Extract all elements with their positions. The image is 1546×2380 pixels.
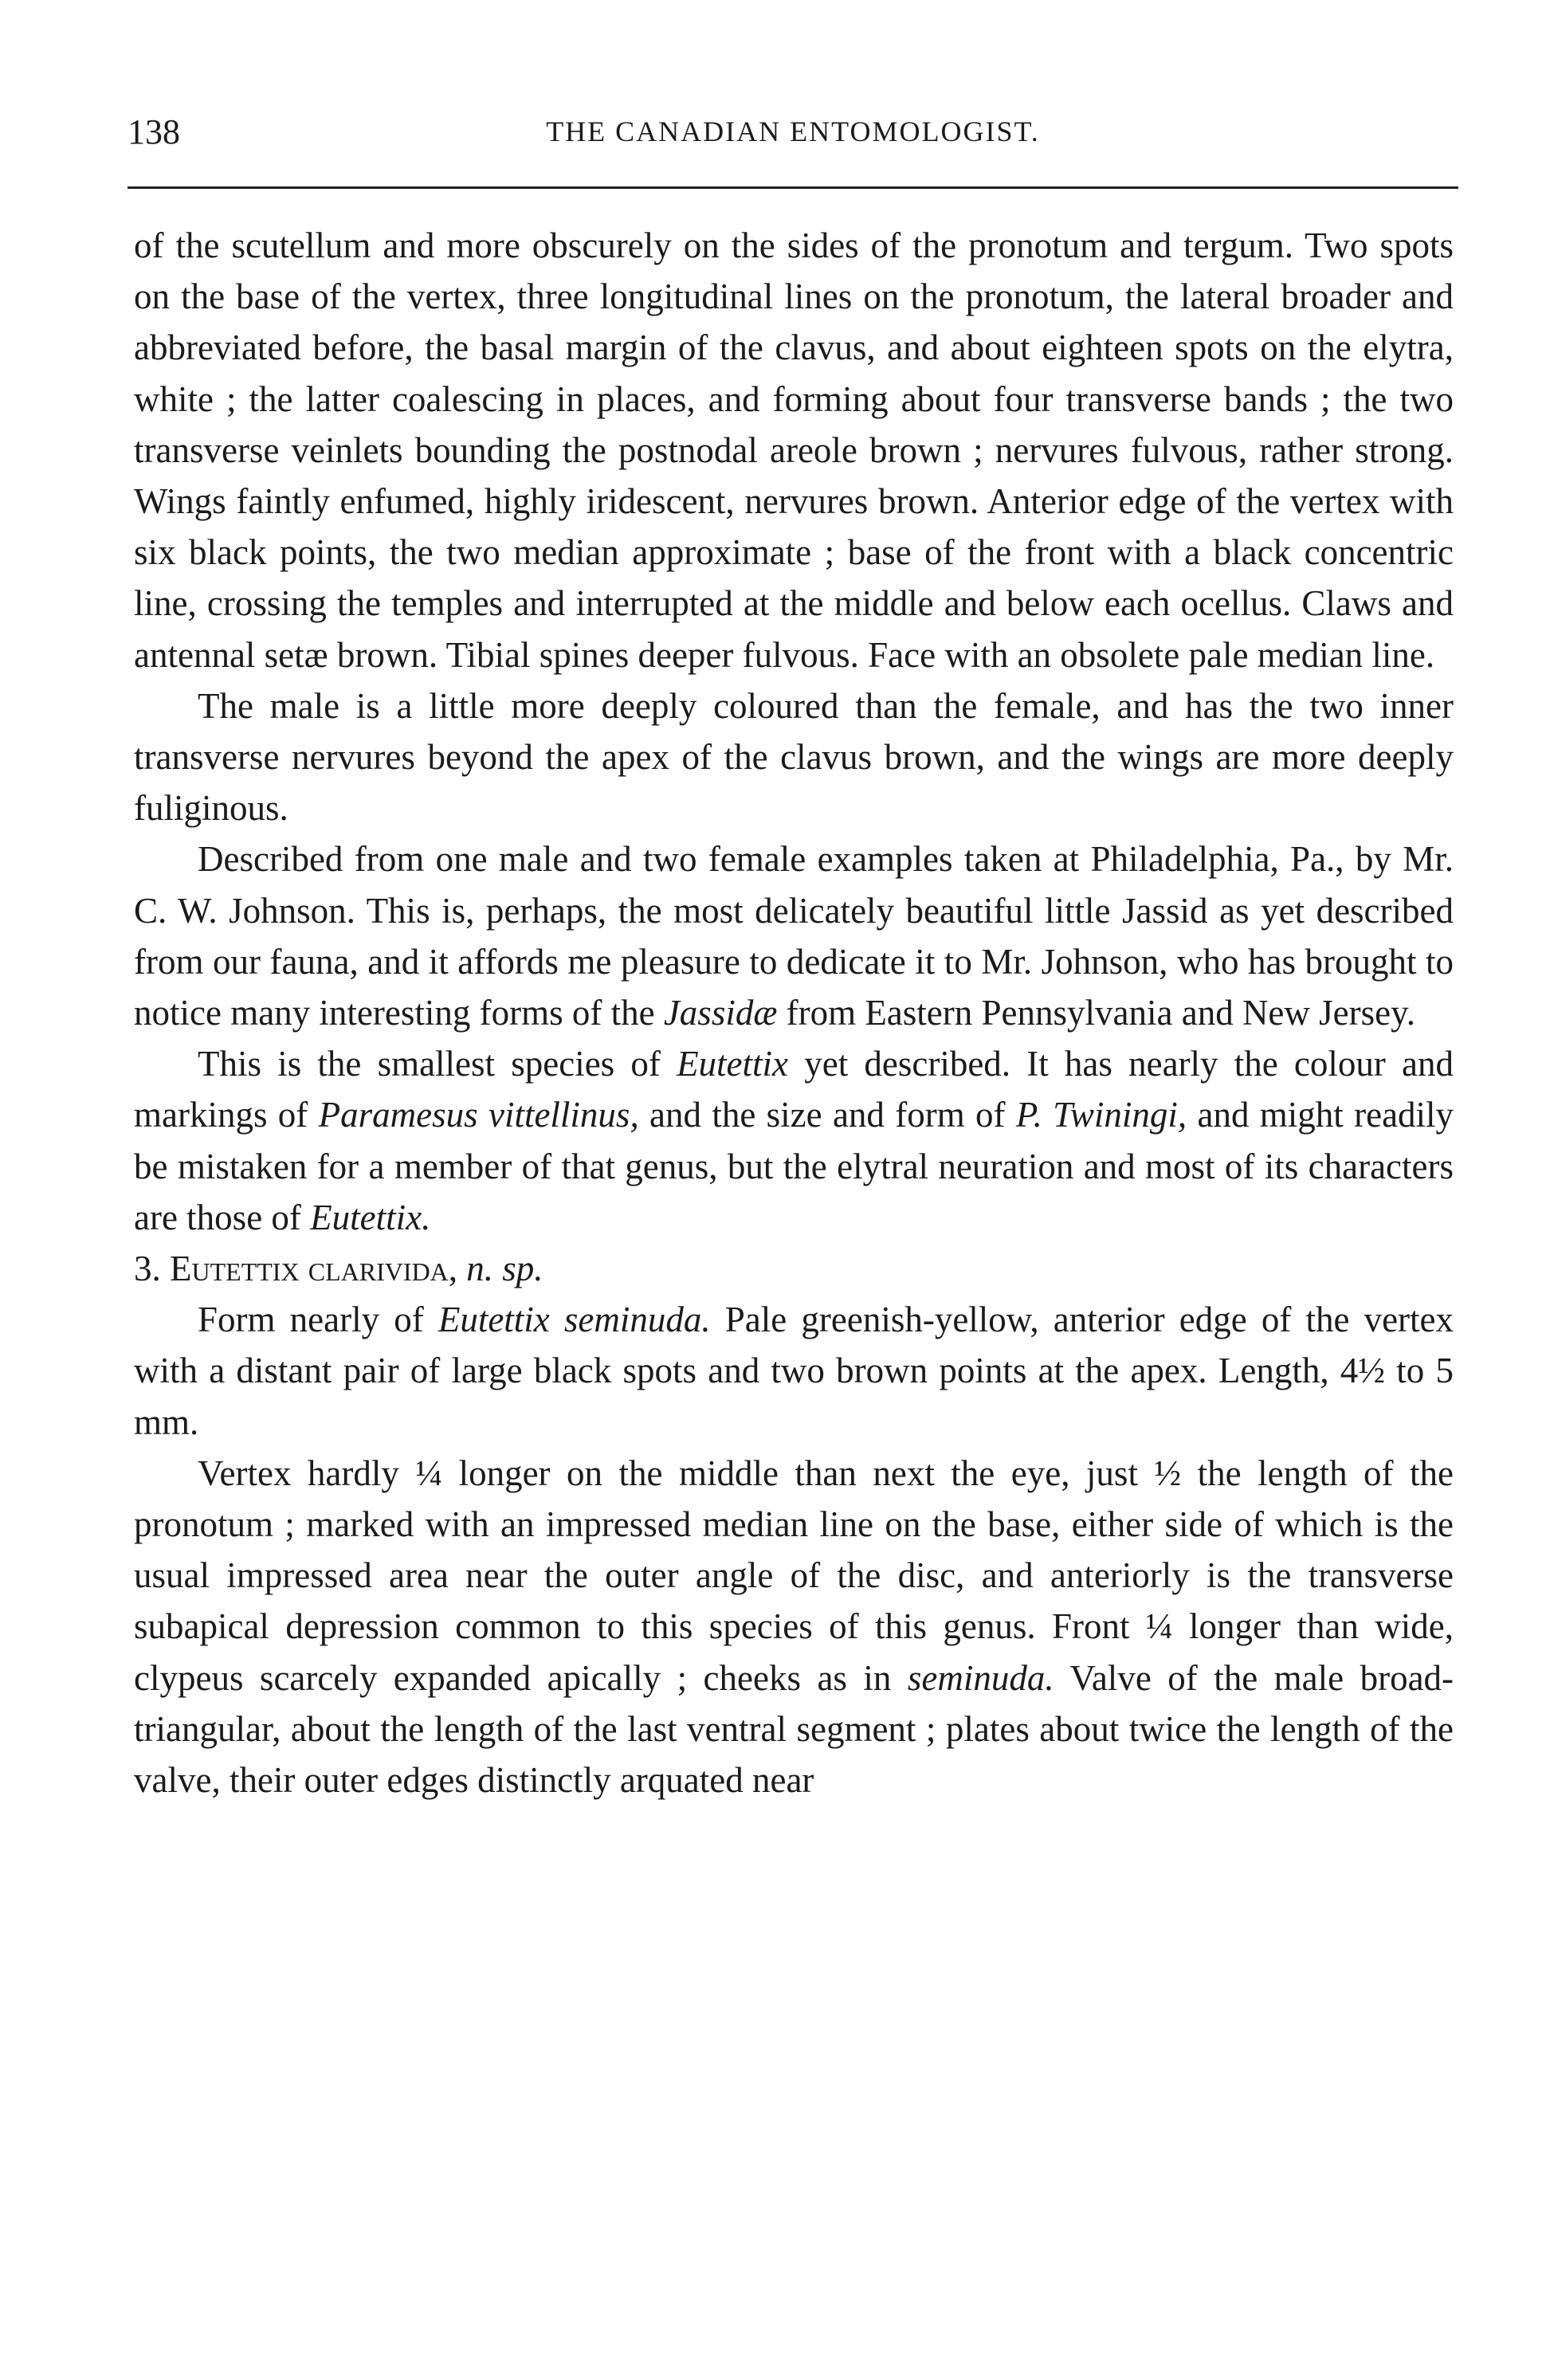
- paragraph-described: Described from one male and two female examples taken at Philadelphia, Pa., by Mr. C. W. Johnson. This is, perhaps, the most delicately beautiful little Jassid as yet described from our fauna, and it affords me pleasure to dedicate it to Mr. Johnson, who has brought to notice many interesting forms of the Jassidæ from Eastern Pennsylvania and New Jersey.: [134, 839, 1454, 1033]
- paragraph-smallest-species: This is the smallest species of Eutettix yet described. It has nearly the colour and markings of Paramesus vittellinus, and the size and form of P. Twiningi, and might readily be mistaken for a member of that genus, but the elytral neuration and most of its characters are those of Eutettix.: [134, 1044, 1454, 1237]
- species-heading: [134, 1243, 1454, 1294]
- taxon-name: P. Twiningi,: [1015, 1095, 1187, 1135]
- species-number: 3.: [134, 1249, 161, 1289]
- paragraph-continued: of the scutellum and more obscurely on the sides of the pronotum and tergum. Two spots on the base of the vertex, three longitudinal lines on the pronotum, the lateral broader and abbreviated before, the basal margin of the clavus, and about eighteen spots on the elytra, white ; the latter coalescing in places, and forming about four transverse bands ; the two transverse veinlets bounding the postnodal areole brown ; nervures fulvous, rather strong. Wings faintly enfumed, highly iridescent, nervures brown. Anterior edge of the vertex with six black points, the two median approximate ; base of the front with a black concentric line, crossing the temples and interrupted at the middle and below each ocellus. Claws and antennal setæ brown. Tibial spines deeper fulvous. Face with an obsolete pale median line.: [134, 225, 1454, 675]
- paragraph-vertex: Vertex hardly ¼ longer on the middle than next the eye, just ½ the length of the pronotum ; marked with an impressed median line on the base, either side of which is the usual impressed area near the outer angle of the disc, and anteriorly is the transverse subapical depression common to this species of this genus. Front ¼ longer than wide, clypeus scarcely expanded apically ; cheeks as in seminuda. Valve of the male broad-triangular, about the length of the last ventral segment ; plates about twice the length of the valve, their outer edges distinctly arquated near: [134, 1453, 1454, 1801]
- paragraph-male: The male is a little more deeply coloured than the female, and has the two inner transverse nervures beyond the apex of the clavus brown, and the wings are more deeply fuliginous.: [134, 685, 1454, 829]
- page-number: 138: [128, 112, 180, 151]
- taxon-name: Jassidæ: [663, 993, 778, 1033]
- species-designation: n. sp.: [466, 1249, 543, 1289]
- species-name: Eutettix clarivida,: [170, 1249, 458, 1289]
- taxon-name: Eutettix: [677, 1044, 789, 1084]
- taxon-name: seminuda.: [907, 1657, 1054, 1698]
- running-title: THE CANADIAN ENTOMOLOGIST.: [546, 116, 1040, 147]
- taxon-name: Eutettix seminuda.: [438, 1300, 711, 1340]
- header-rule: [128, 186, 1458, 189]
- body-text: [134, 220, 1454, 1806]
- page-header: [128, 112, 1458, 159]
- paragraph-form: Form nearly of Eutettix seminuda. Pale greenish-yellow, anterior edge of the vertex with a distant pair of large black spots and two brown points at the apex. Length, 4½ to 5 mm.: [134, 1300, 1454, 1442]
- taxon-name: Paramesus vittellinus,: [318, 1095, 639, 1135]
- taxon-name: Eutettix.: [310, 1197, 431, 1237]
